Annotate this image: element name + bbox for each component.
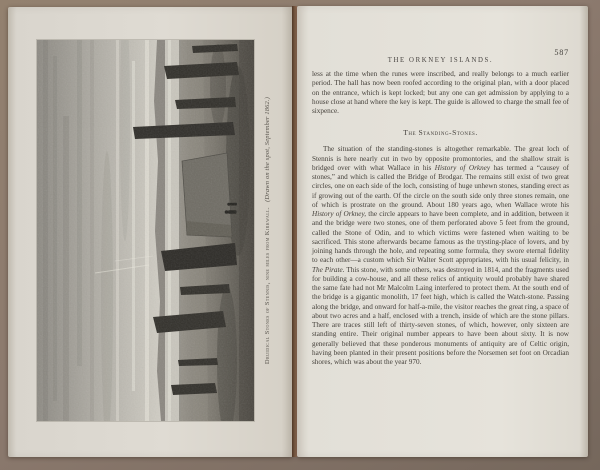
left-page [8,7,293,457]
right-page [297,6,588,457]
paragraph-standing-stones: The situation of the standing-stones is altogether remarkable. The great loch of Stennis is here nearly cut in two by opposite promontories, and the shallow strait is bridged over with what Wallace in his History of Orkney has termed a “causey of stones,” and which is called the Bridge of Brodgar. The remains still exist of two great circles, one on each side of the loch, consisting of huge unhewn stones, standing erect as if growing out of the earth. Of the circle on the south side only three stones remain, one of which is prostrate on the ground. About 180 years ago, when Wallace wrote his History of Orkney, the circle appears to have been complete, and in addition, between it and the bridge were two stones, one of them perforated above 5 feet from the ground, called the Stone of Odin, and to which victims were fastened when waiting to be sacrificed. This stone afterwards became famous as the trysting-place of lovers, and by joining hands through the hole, and repeating some formula, they swore eternal fidelity to each other—a custom which Sir Walter Scott appropriates, with his usual felicity, in The Pirate. This stone, with some others, was destroyed in 1814, and the fragments used for building a cow-house, and all these relics of antiquity would probably have shared the same fate had not Mr Malcolm Laing interfered to protect them. At the south end of the bridge is a gigantic monolith, 17 feet high, which is called the Watch-stone. Passing along the bridge, and onward for half-a-mile, the visitor reaches the great ring, a space of about two acres and a half, enclosed with a trench, inside of which are the stone pillars. There are traces still left of thirty-seven stones, of which, however, only sixteen are standing entire. Their original number appears to have been about sixty. It is now generally believed that these ponderous monuments of antiquity are of Celtic origin, having been planted in their present positions before the Norsemen set foot on Orcadian shores, which was about the year 970. [312,145,569,366]
caption-note: (Drawn on the spot, September 1862.) [264,96,271,202]
paragraph-continuation: less at the time when the runes were inscribed, and really belongs to a much earlier period. The hall has now been roofed according to the original plan, with a door placed on the entrance, which is kept locked; but any one can get admission by applying to a house close at hand where the key is kept. The guide is allowed to charge the small fee of sixpence. [312,70,570,115]
engraving-scene [37,40,254,421]
section-heading: The Standing-Stones. [403,128,478,138]
page-number: 587 [554,48,569,57]
engraving-caption [260,40,276,421]
caption-title: Druidical Stones of Stennis, nine miles from Kirkwall. [264,206,271,365]
engraving-scene-rotated [37,40,254,421]
running-head-row [312,48,569,64]
stennis-engraving-plate [37,40,254,421]
engraving-grain [37,40,254,421]
running-head: THE ORKNEY ISLANDS. [387,57,494,64]
text-column [312,6,569,367]
